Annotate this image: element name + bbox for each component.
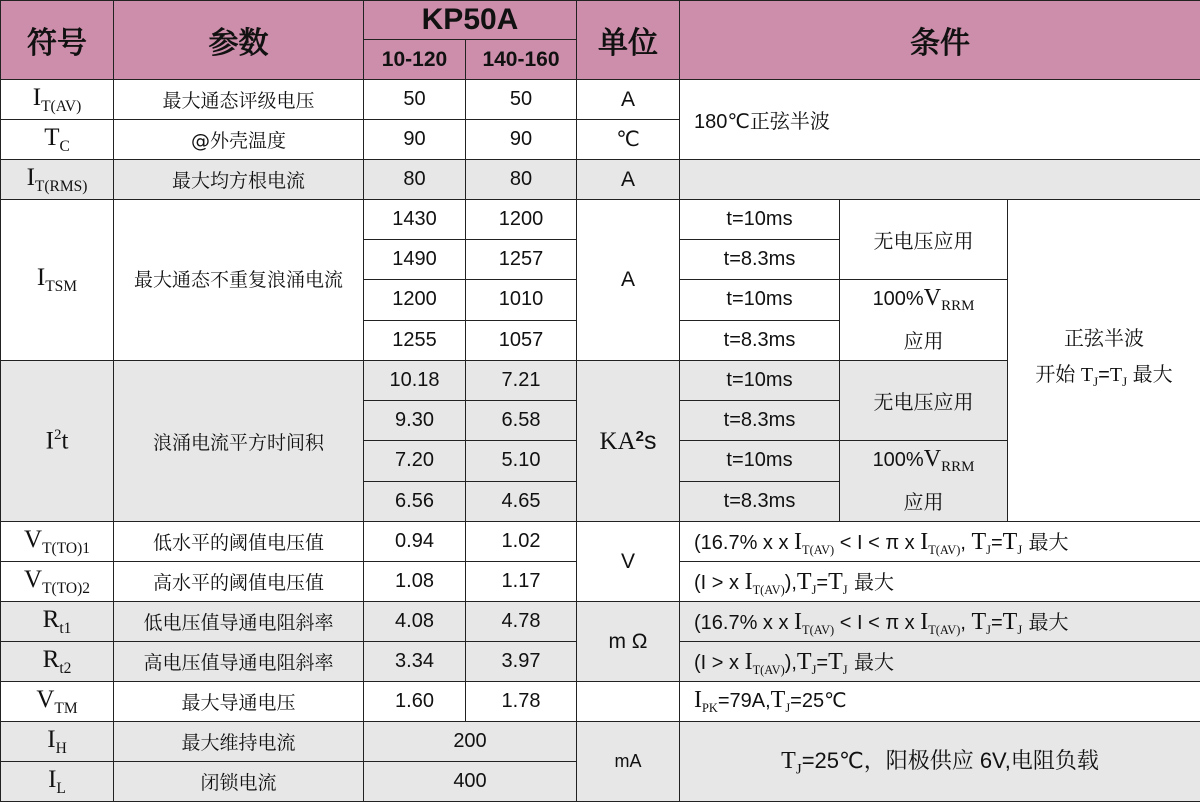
time-itsm-2: t=8.3ms [680,240,840,280]
symbol-itav: $I_{T(AV)}$ [1,80,114,120]
unit-vto: V [577,522,680,602]
value-i2t-2-1: 9.30 [364,401,466,441]
value-i2t-3-2: 5.10 [466,441,577,482]
unit-itav: A [577,80,680,120]
row-itav [1,80,1200,120]
param-il: 闭锁电流 [114,762,364,802]
param-vto1: 低水平的阈值电压值 [114,522,364,562]
symbol-vto2: $V_{T(TO)2}$ [1,562,114,602]
row-itsm-1 [1,200,1200,240]
param-itsm: 最大通态不重复浪涌电流 [114,200,364,361]
value-vtm-2: 1.78 [466,682,577,722]
param-rt1: 低电压值导通电阻斜率 [114,602,364,642]
header-model: KP50A [364,1,577,40]
cond-rt2: (I > x $I_{T(AV)}),T_J=T_J$ 最大 [680,642,1200,682]
cond-rt1: (16.7% x x $I_{T(AV)} < I < \pi$ x $I_{T(AV)}$, $T_J=T_J$ 最大 [680,602,1200,642]
value-rt2-1: 3.34 [364,642,466,682]
value-itsm-2-2: 1257 [466,240,577,280]
value-rt1-1: 4.08 [364,602,466,642]
unit-rt: m Ω [577,602,680,682]
param-itav: 最大通态评级电压 [114,80,364,120]
symbol-tc: $T_C$ [1,120,114,160]
unit-itrms: A [577,160,680,200]
row-vtm [1,682,1200,722]
value-i2t-1-1: 10.18 [364,361,466,401]
value-vto1-1: 0.94 [364,522,466,562]
param-tc: @外壳温度 [114,120,364,160]
unit-ma: mA [577,722,680,802]
value-vtm-1: 1.60 [364,682,466,722]
value-itsm-3-2: 1010 [466,280,577,321]
param-i2t: 浪涌电流平方时间积 [114,361,364,522]
cond-sine-start [1008,200,1200,522]
row-itrms [1,160,1200,200]
value-i2t-4-2: 4.65 [466,481,577,522]
value-i2t-4-1: 6.56 [364,481,466,522]
value-tc-2: 90 [466,120,577,160]
param-itrms: 最大均方根电流 [114,160,364,200]
value-tc-1: 90 [364,120,466,160]
symbol-ih: $I_H$ [1,722,114,762]
value-itav-2: 50 [466,80,577,120]
value-rt2-2: 3.97 [466,642,577,682]
value-itsm-1-2: 1200 [466,200,577,240]
value-vto2-2: 1.17 [466,562,577,602]
value-vto1-2: 1.02 [466,522,577,562]
value-i2t-2-2: 6.58 [466,401,577,441]
header-unit: 单位 [577,1,680,80]
value-itsm-3-1: 1200 [364,280,466,321]
time-i2t-3: t=10ms [680,441,840,482]
cond-vtm: $I_{PK}=79A,T_J=25℃$ [680,682,1200,722]
time-i2t-4: t=8.3ms [680,481,840,522]
row-ih [1,722,1200,762]
unit-i2t: $KA^2s$ [577,361,680,522]
time-itsm-1: t=10ms [680,200,840,240]
apply-i2t-vrrm: $100\%V_{RRM}$ 应用 [840,441,1008,522]
value-itrms-1: 80 [364,160,466,200]
value-itsm-4-2: 1057 [466,320,577,361]
symbol-i2t: $I^2t$ [1,361,114,522]
param-vtm: 最大导通电压 [114,682,364,722]
header-conditions: 条件 [680,1,1200,80]
row-rt1 [1,602,1200,642]
unit-itsm: A [577,200,680,361]
symbol-rt1: $R_{t1}$ [1,602,114,642]
apply-itsm-vrrm: $100\%V_{RRM}$ 应用 [840,280,1008,361]
apply-itsm-none: 无电压应用 [840,200,1008,280]
header-range-1: 10-120 [364,40,466,80]
value-itsm-4-1: 1255 [364,320,466,361]
time-itsm-3: t=10ms [680,280,840,321]
unit-vtm-empty [577,682,680,722]
value-i2t-1-2: 7.21 [466,361,577,401]
cond-itav-tc: 180℃正弦半波 [680,80,1200,160]
time-i2t-1: t=10ms [680,361,840,401]
symbol-itsm: $I_{TSM}$ [1,200,114,361]
symbol-vtm: $V_{TM}$ [1,682,114,722]
value-il: 400 [364,762,577,802]
value-itsm-2-1: 1490 [364,240,466,280]
header-symbol: 符号 [1,1,114,80]
cond-itrms-empty [680,160,1200,200]
row-vto1 [1,522,1200,562]
unit-tc: ℃ [577,120,680,160]
header-param: 参数 [114,1,364,80]
value-rt1-2: 4.78 [466,602,577,642]
param-ih: 最大维持电流 [114,722,364,762]
value-vto2-1: 1.08 [364,562,466,602]
param-rt2: 高电压值导通电阻斜率 [114,642,364,682]
apply-i2t-none: 无电压应用 [840,361,1008,441]
cond-ih-il: $T_J=25℃$，阳极供应 6V,电阻负载 [680,722,1200,802]
symbol-il: $I_L$ [1,762,114,802]
time-i2t-2: t=8.3ms [680,401,840,441]
symbol-vto1: $V_{T(TO)1}$ [1,522,114,562]
sine-line-2: 开始 $T_J=T_J$ 最大 [1008,357,1200,400]
header-range-2: 140-160 [466,40,577,80]
sine-line-1: 正弦半波 [1008,321,1200,357]
value-itsm-1-1: 1430 [364,200,466,240]
time-itsm-4: t=8.3ms [680,320,840,361]
symbol-rt2: $R_{t2}$ [1,642,114,682]
cond-vto1: (16.7% x x $I_{T(AV)} < I < \pi$ x $I_{T(AV)}$, $T_J=T_J$ 最大 [680,522,1200,562]
value-i2t-3-1: 7.20 [364,441,466,482]
param-vto2: 高水平的阈值电压值 [114,562,364,602]
cond-vto2: (I > x $I_{T(AV)}),T_J=T_J$ 最大 [680,562,1200,602]
value-itrms-2: 80 [466,160,577,200]
value-itav-1: 50 [364,80,466,120]
symbol-itrms: $I_{T(RMS)}$ [1,160,114,200]
value-ih: 200 [364,722,577,762]
